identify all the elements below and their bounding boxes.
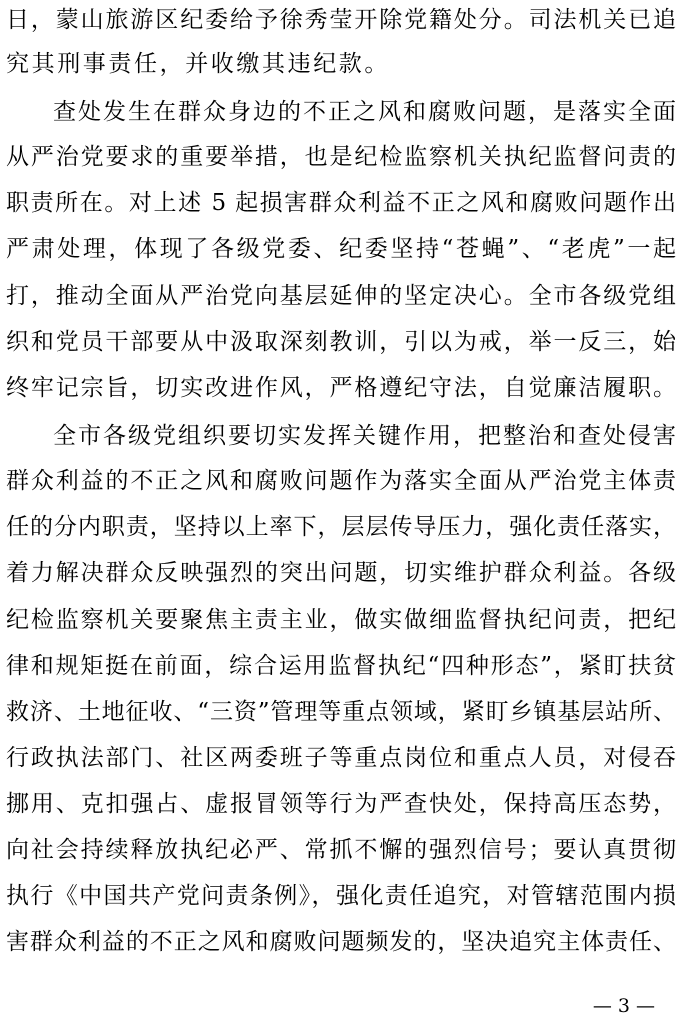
text-line-15: 律和规矩挺在前面，综合运用监督执纪“四种形态”，紧盯扶贫 — [6, 653, 676, 679]
text-line-14: 纪检监察机关要聚焦主责主业，做实做细监督执纪问责，把纪 — [6, 607, 676, 633]
text-line-21: 害群众利益的不正之风和腐败问题频发的，坚决追究主体责任、 — [6, 929, 676, 955]
text-line-20: 执行《中国共产党问责条例》，强化责任追究，对管辖范围内损 — [6, 883, 676, 909]
text-line-6: 严肃处理，体现了各级党委、纪委坚持“苍蝇”、“老虎”一起 — [6, 236, 676, 262]
text-line-1: 日，蒙山旅游区纪委给予徐秀莹开除党籍处分。司法机关已追 — [6, 7, 676, 33]
text-line-9: 终牢记宗旨，切实改进作风，严格遵纪守法，自觉廉洁履职。 — [6, 375, 676, 401]
paragraph-2-first-line: 查处发生在群众身边的不正之风和腐败问题，是落实全面 — [53, 99, 676, 125]
text-line-18: 挪用、克扣强占、虚报冒领等行为严查快处，保持高压态势， — [6, 791, 676, 817]
text-line-11: 群众利益的不正之风和腐败问题作为落实全面从严治党主体责 — [6, 468, 676, 494]
text-line-4: 从严治党要求的重要举措，也是纪检监察机关执纪监督问责的 — [6, 144, 676, 170]
text-line-16: 救济、土地征收、“三资”管理等重点领域，紧盯乡镇基层站所、 — [6, 699, 676, 725]
text-line-17: 行政执法部门、社区两委班子等重点岗位和重点人员，对侵吞 — [6, 745, 676, 771]
text-line-2: 究其刑事责任，并收缴其违纪款。 — [6, 51, 390, 77]
text-line-7: 打，推动全面从严治党向基层延伸的坚定决心。全市各级党组 — [6, 283, 676, 309]
text-line-12: 任的分内职责，坚持以上率下，层层传导压力，强化责任落实， — [6, 514, 676, 540]
page-number: — 3 — — [592, 995, 655, 1017]
paragraph-3-first-line: 全市各级党组织要切实发挥关键作用，把整治和查处侵害 — [53, 423, 676, 449]
text-line-13: 着力解决群众反映强烈的突出问题，切实维护群众利益。各级 — [6, 560, 676, 586]
text-line-19: 向社会持续释放执纪必严、常抓不懈的强烈信号；要认真贯彻 — [6, 837, 676, 863]
text-line-5: 职责所在。对上述 5 起损害群众利益不正之风和腐败问题作出 — [6, 190, 676, 216]
text-line-8: 织和党员干部要从中汲取深刻教训，引以为戒，举一反三，始 — [6, 329, 676, 355]
